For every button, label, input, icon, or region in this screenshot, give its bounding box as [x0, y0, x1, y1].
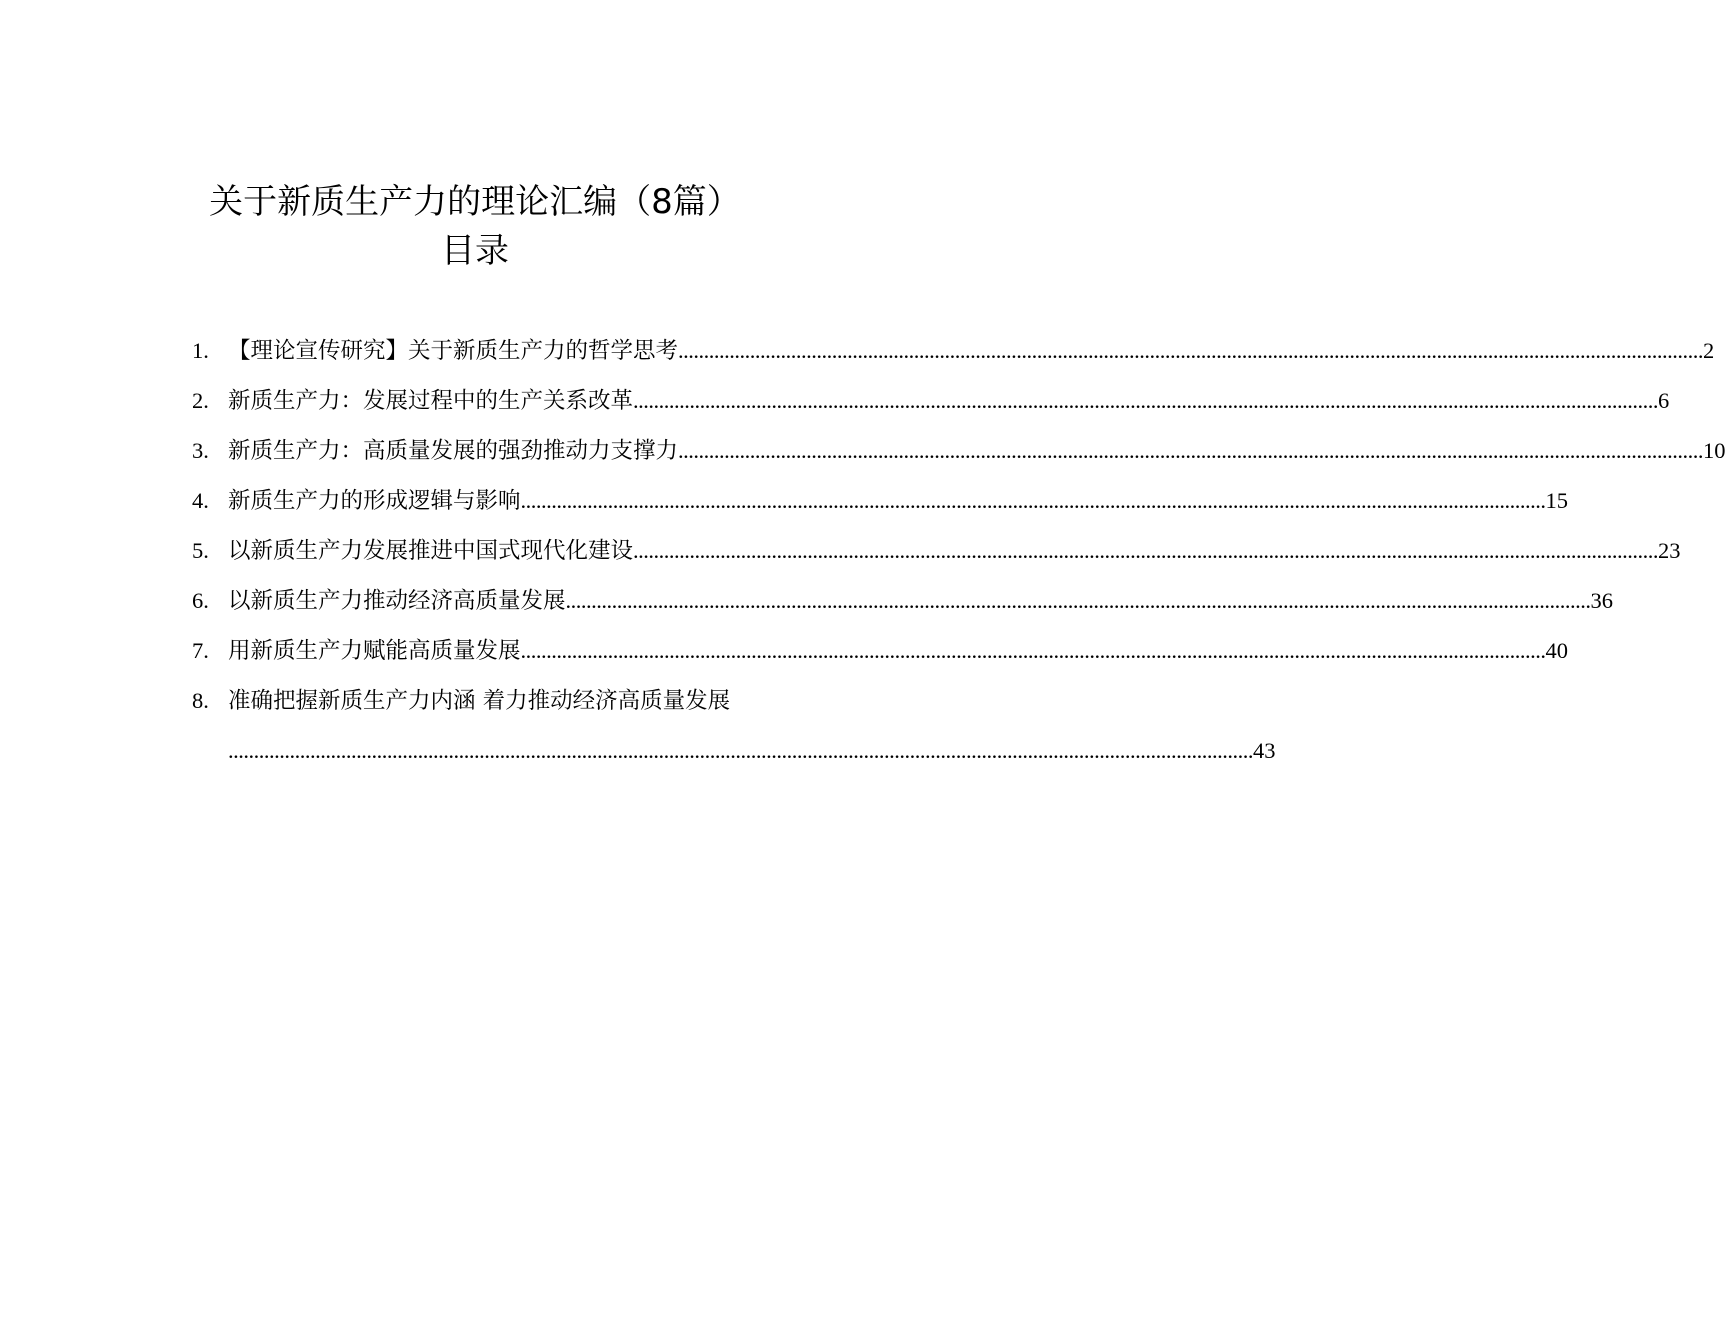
toc-entry-number: 6.: [192, 588, 209, 613]
toc-entry-title: 以新质生产力推动经济高质量发展: [228, 588, 566, 614]
toc-entry-page: 2: [1703, 338, 1715, 363]
toc-entry-number: 1.: [192, 338, 209, 363]
toc-entry-page: 23: [1658, 538, 1681, 563]
toc-entry-page: 36: [1590, 588, 1614, 613]
table-of-contents: [192, 326, 1726, 776]
document-title: 关于新质生产力的理论汇编（8篇）: [209, 182, 741, 222]
toc-entry-page: 43: [1253, 738, 1276, 763]
toc-entry-page: 15: [1545, 488, 1569, 513]
toc-entry-8[interactable]: [192, 676, 1276, 776]
toc-leader-dots: ........................................................................................................................................................................................................: [678, 338, 1704, 363]
toc-entry-title: 准确把握新质生产力内涵 着力推动经济高质量发展: [228, 688, 731, 714]
toc-leader-dots: ........................................................................................................................................................................................................: [633, 388, 1659, 413]
toc-leader-dots: ........................................................................................................................................................................................................: [633, 538, 1659, 563]
toc-entry-title: 新质生产力：发展过程中的生产关系改革: [228, 388, 634, 414]
toc-entry-number: 4.: [192, 488, 209, 513]
toc-entry-title: 【理论宣传研究】关于新质生产力的哲学思考: [228, 338, 679, 364]
toc-entry-number: 5.: [192, 538, 209, 563]
toc-entry-2[interactable]: [192, 376, 1670, 426]
toc-entry-4[interactable]: [192, 476, 1569, 526]
toc-entry-title: 用新质生产力赋能高质量发展: [228, 638, 521, 664]
toc-entry-3[interactable]: [192, 426, 1726, 476]
toc-entry-number: 2.: [192, 388, 209, 413]
toc-leader-dots: ........................................................................................................................................................................................................: [678, 438, 1704, 463]
toc-leader-dots: ........................................................................................................................................................................................................: [520, 488, 1546, 513]
toc-heading: 目录: [441, 231, 509, 271]
toc-entry-7[interactable]: [192, 626, 1569, 676]
toc-entry-page: 6: [1658, 388, 1670, 413]
toc-leader-dots: ........................................................................................................................................................................................................: [228, 738, 1253, 763]
toc-entry-1[interactable]: [192, 326, 1715, 376]
toc-entry-title: 新质生产力：高质量发展的强劲推动力支撑力: [228, 438, 679, 464]
toc-entry-5[interactable]: [192, 526, 1681, 576]
toc-entry-number: 8.: [192, 688, 209, 713]
toc-entry-number: 7.: [192, 638, 209, 663]
toc-entry-page: 10: [1703, 438, 1726, 463]
toc-entry-6[interactable]: [192, 576, 1614, 626]
toc-entry-title: 新质生产力的形成逻辑与影响: [228, 488, 521, 514]
toc-entry-page: 40: [1545, 638, 1569, 663]
toc-leader-dots: ........................................................................................................................................................................................................: [565, 588, 1591, 613]
toc-entry-title: 以新质生产力发展推进中国式现代化建设: [228, 538, 634, 564]
toc-leader-dots: ........................................................................................................................................................................................................: [520, 638, 1546, 663]
toc-entry-number: 3.: [192, 438, 209, 463]
